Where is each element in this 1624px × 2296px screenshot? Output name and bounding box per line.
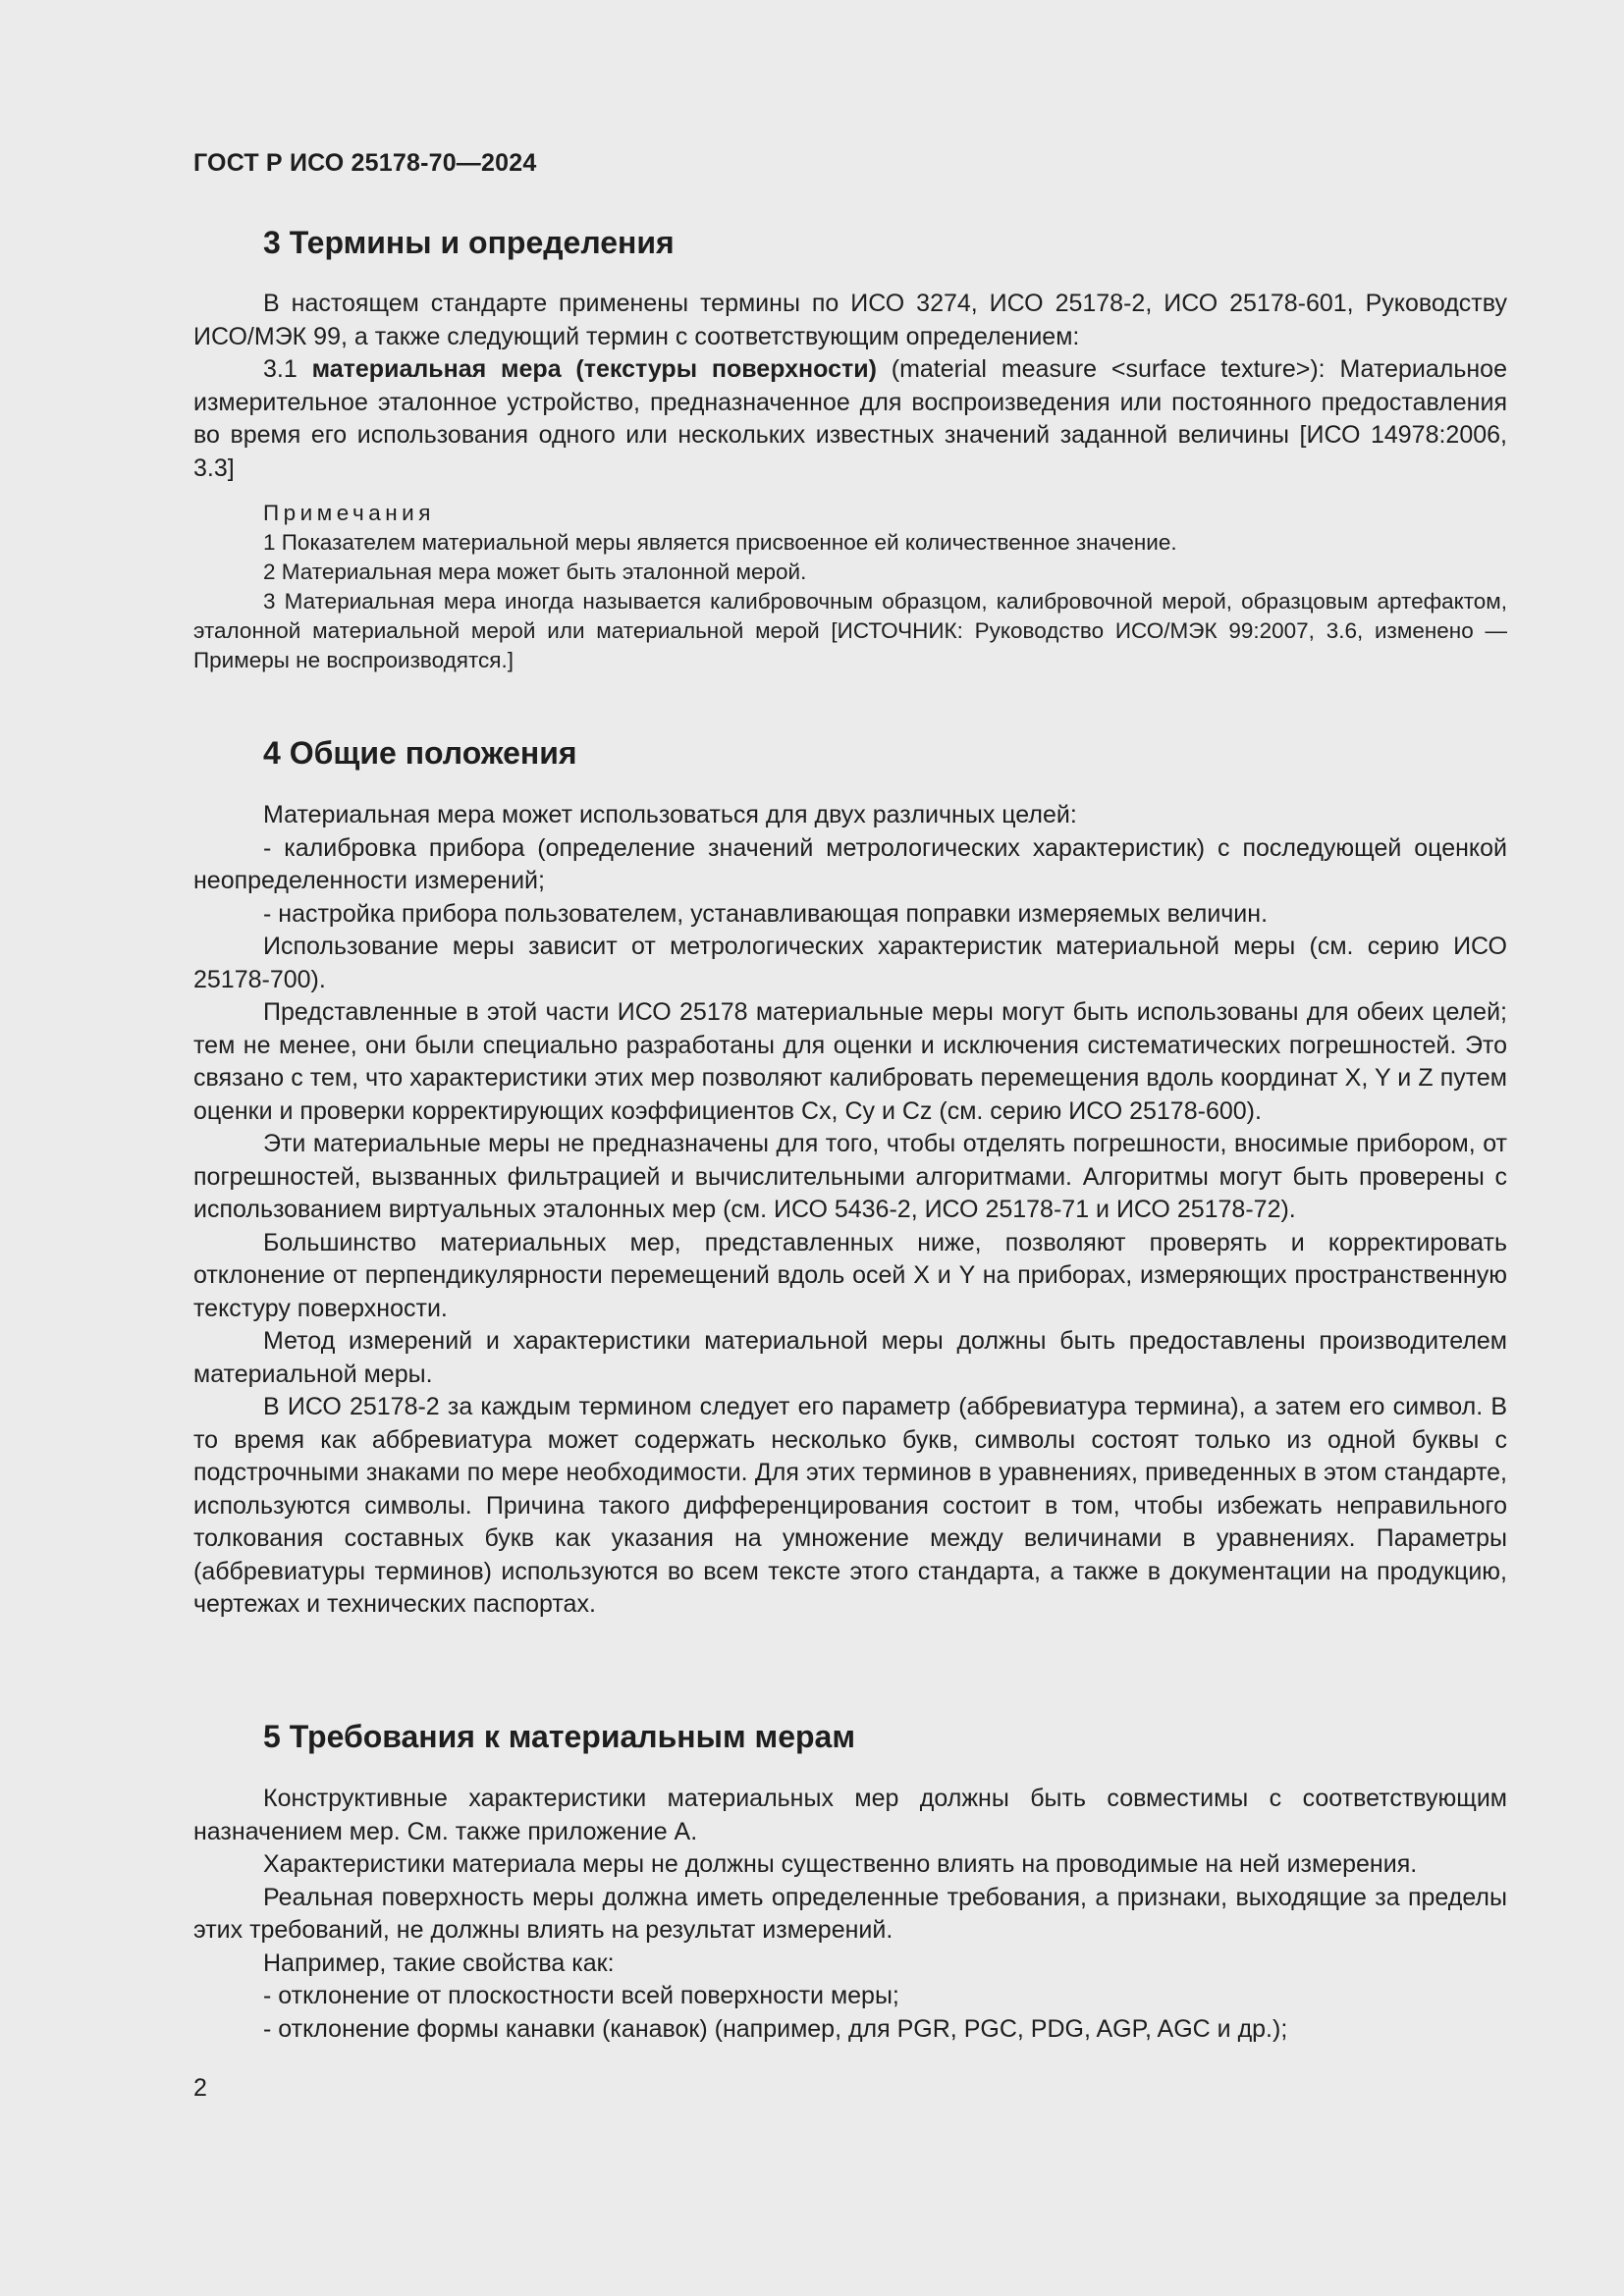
page-number: 2 — [193, 2074, 207, 2102]
notes-title: Примечания — [263, 501, 435, 525]
notes-block — [193, 499, 1507, 675]
paragraph: Например, такие свойства как: — [263, 1949, 615, 1977]
paragraph: Материальная мера может использоваться для двух различных целей: — [263, 801, 1077, 828]
section-5 — [193, 1718, 1507, 2046]
paragraph: Большинство материальных мер, представленных ниже, позволяют проверять и корректировать отклонение от перпендикулярности перемещений вдоль осей X и Y на приборах, измеряющих пространственную текстуру поверхности. — [193, 1228, 1507, 1322]
section-4 — [193, 734, 1507, 1622]
paragraph: Эти материальные меры не предназначены для того, чтобы отделять погрешности, вносимые прибором, от погрешностей, вызванных фильтрацией и вычислительными алгоритмами. Алгоритмы могут быть проверены с использованием виртуальных эталонных мер (см. ИСО 5436-2, ИСО 25178-71 и ИСО 25178-72). — [193, 1130, 1507, 1223]
list-item: - отклонение формы канавки (канавок) (например, для PGR, PGC, PDG, AGP, AGC и др.); — [263, 2014, 1288, 2043]
term-number: 3.1 — [263, 355, 298, 383]
section-3 — [193, 224, 1507, 675]
term-definition: (material measure <surface texture>): Материальное измерительное эталонное устройство, предназначенное для воспроизведения или постоянного предоставления во время его использования одного или нескольких известных значений заданной величины [ИСО 14978:2006, 3.3] — [193, 355, 1507, 482]
note-item: 1 Показателем материальной меры является присвоенное ей количественное значение. — [263, 530, 1177, 555]
section-3-intro: В настоящем стандарте применены термины по ИСО 3274, ИСО 25178-2, ИСО 25178-601, Руководству ИСО/МЭК 99, а также следующий термин с соответствующим определением: — [193, 290, 1507, 350]
section-4-title: 4 Общие положения — [263, 735, 577, 771]
document-header: ГОСТ Р ИСО 25178-70—2024 — [193, 149, 537, 177]
term-3-1 — [193, 353, 1507, 485]
list-item: - отклонение от плоскостности всей поверхности меры; — [263, 1982, 899, 2009]
paragraph: Представленные в этой части ИСО 25178 материальные меры могут быть использованы для обеих целей; тем не менее, они были специально разработаны для оценки и исключения систематических погрешностей. Это связано с тем, что характеристики этих мер позволяют калибровать перемещения вдоль координат X, Y и Z путем оценки и проверки корректирующих коэффициентов Cx, Cy и Cz (см. серию ИСО 25178-600). — [193, 998, 1507, 1125]
section-3-title: 3 Термины и определения — [263, 225, 675, 260]
term-name: материальная мера (текстуры поверхности) — [311, 355, 877, 383]
section-5-title: 5 Требования к материальным мерам — [263, 1719, 855, 1754]
note-item: 3 Материальная мера иногда называется калибровочным образцом, калибровочной мерой, образцовым артефактом, эталонной материальной мерой или материальной мерой [ИСТОЧНИК: Руководство ИСО/МЭК 99:2007, 3.6, изменено — Примеры не воспроизводятся.] — [193, 589, 1507, 672]
paragraph: Метод измерений и характеристики материальной меры должны быть предоставлены производителем материальной меры. — [193, 1327, 1507, 1388]
paragraph: Конструктивные характеристики материальных мер должны быть совместимы с соответствующим назначением мер. См. также приложение А. — [193, 1785, 1507, 1845]
paragraph: В ИСО 25178-2 за каждым термином следует его параметр (аббревиатура термина), а затем его символ. В то время как аббревиатура может содержать несколько букв, символы состоят только из одной буквы с подстрочными знаками по мере необходимости. Для этих терминов в уравнениях, приведенных в этом стандарте, используются символы. Причина такого дифференцирования состоит в том, чтобы избежать неправильного толкования составных букв как указания на умножение между величинами в уравнениях. Параметры (аббревиатуры терминов) используются во всем тексте этого стандарта, а также в документации на продукцию, чертежах и технических паспортах. — [193, 1393, 1507, 1618]
paragraph: Использование меры зависит от метрологических характеристик материальной меры (см. серию ИСО 25178-700). — [193, 933, 1507, 993]
note-item: 2 Материальная мера может быть эталонной мерой. — [263, 560, 807, 584]
paragraph: Реальная поверхность меры должна иметь определенные требования, а признаки, выходящие за пределы этих требований, не должны влиять на результат измерений. — [193, 1883, 1507, 1944]
list-item: - настройка прибора пользователем, устанавливающая поправки измеряемых величин. — [263, 899, 1269, 928]
list-item: - калибровка прибора (определение значений метрологических характеристик) с последующей оценкой неопределенности измерений; — [193, 833, 1507, 894]
paragraph: Характеристики материала меры не должны существенно влиять на проводимые на ней измерения. — [263, 1850, 1418, 1878]
